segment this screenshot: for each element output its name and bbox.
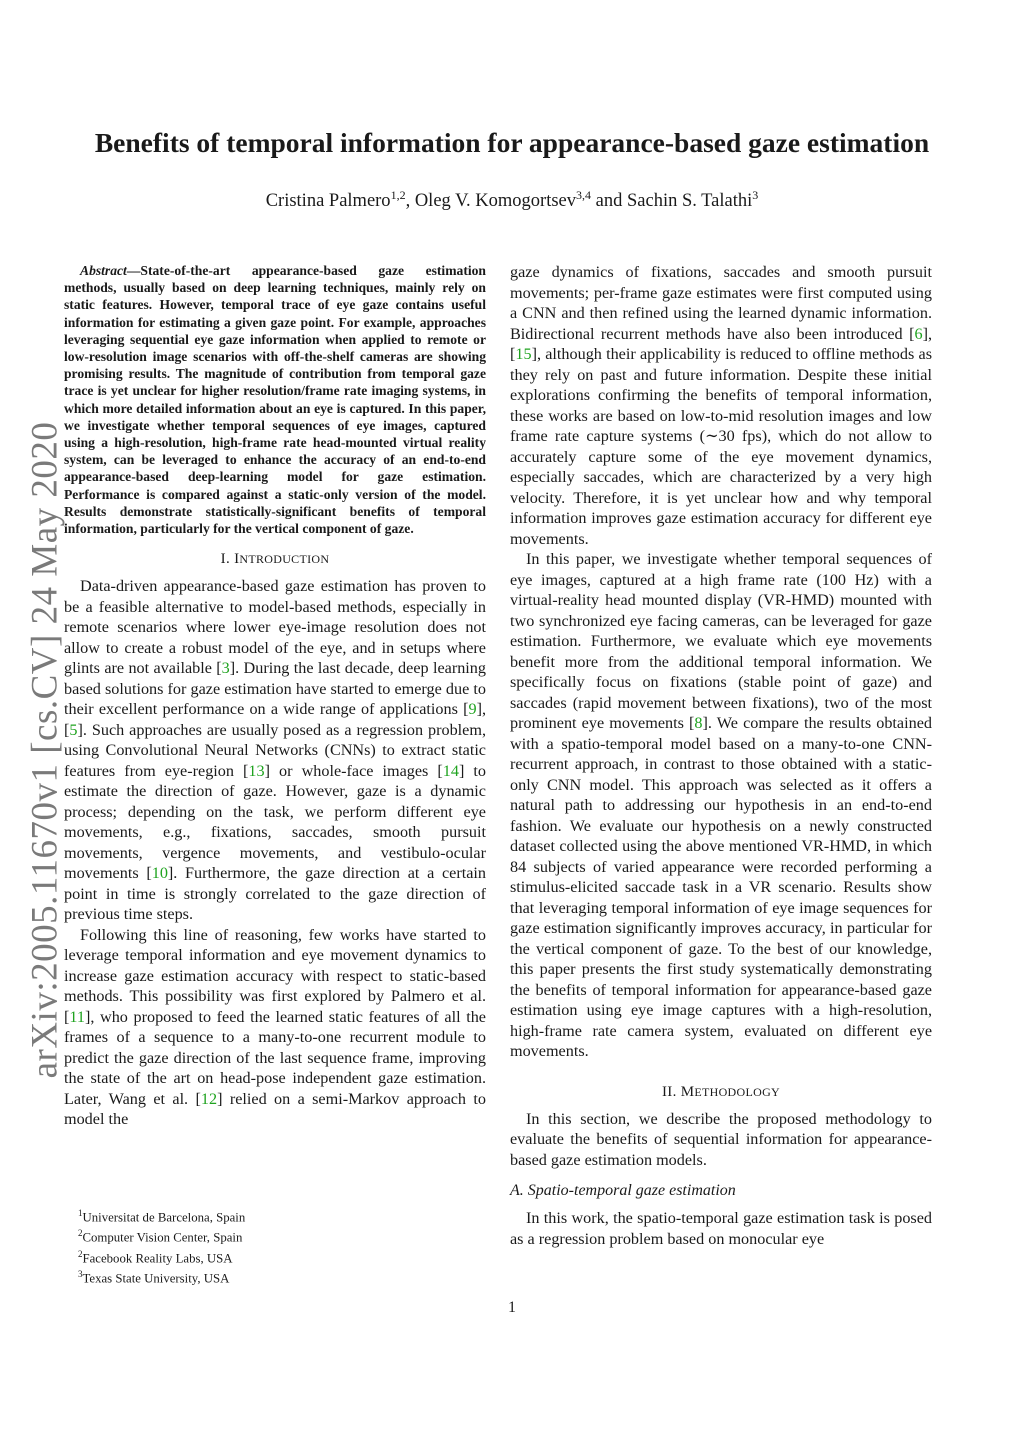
section-heading-introduction (64, 551, 486, 568)
paper-title: Benefits of temporal information for appearance-based gaze estimation (94, 127, 930, 158)
section-number: I. (220, 551, 231, 568)
body-text: ]. Such approaches are usually posed as a regression problem, using Convolutional Neural Networks (CNNs) to extract static features from eye-region [ (64, 720, 486, 780)
subsection-title: Spatio-temporal gaze estimation (527, 1182, 736, 1199)
body-text: ] or whole-face images [ (264, 761, 443, 780)
author-affiliation: 1,2 (390, 188, 406, 202)
author-separator: and (591, 191, 627, 212)
methodology-paragraph-1: In this section, we describe the proposed methodology to evaluate the benefits of sequential information for appearance-based gaze estimation models. (510, 1109, 932, 1169)
body-text: ]. During the last decade, deep learning based solutions for gaze estimation have started to emerge due to their excellent performance on a wide range of applications [ (64, 659, 486, 719)
author-line (0, 188, 1024, 212)
abstract (64, 262, 486, 537)
section-number: II. (662, 1083, 677, 1100)
footnote-marker: 2 (78, 1228, 83, 1239)
abstract-text: State-of-the-art appearance-based gaze estimation methods, usually based on deep learning techniques, mainly rely on static features. However, temporal trace of eye gaze contains useful information for estimating a given gaze point. For example, approaches leveraging sequential eye gaze information when applied to remote or low-resolution image scenarios with off-the-shelf cameras are showing promising results. The magnitude of contribution from temporal gaze trace is yet unclear for higher resolution/frame rate imaging systems, in which more detailed information about an eye is captured. In this paper, we investigate whether temporal sequences of eye images, captured using a high-resolution, high-frame rate head-mounted virtual reality system, can be leveraged to enhance the accuracy of an end-to-end appearance-based deep-learning model for gaze estimation. Performance is compared against a static-only version of the model. Results demonstrate statistically-significant benefits of temporal information, particularly for the vertical component of gaze. (64, 263, 486, 537)
citation-link[interactable]: 9 (468, 700, 477, 719)
footnote (78, 1205, 245, 1225)
citation-link[interactable]: 13 (248, 761, 265, 780)
citation-link[interactable]: 11 (69, 1007, 85, 1026)
footnote-text: Computer Vision Center, Spain (82, 1230, 243, 1245)
author-name: Sachin S. Talathi (626, 191, 753, 212)
body-text: ]. Furthermore, the gaze direction at a certain point in time is strongly correlated to the gaze direction of previous time steps. (64, 864, 486, 924)
body-text: ], who proposed to feed the learned static features of all the frames of a sequence to a many-to-one recurrent module to predict the gaze direction of the last sequence frame, improving the state of the art on head-pose independent gaze estimation. Later, Wang et al. [ (64, 1007, 486, 1108)
citation-link[interactable]: 15 (515, 345, 532, 363)
body-text: ], [ (64, 700, 486, 739)
author-name: Oleg V. Komogortsev (414, 191, 577, 212)
citation-link[interactable]: 14 (442, 761, 459, 780)
body-text: ], although their applicability is reduced to offline methods as they rely on past and future information. Despite these initial explorations confirming the benefits of temporal information, these works are based on low-to-mid resolution images and low frame rate capture systems (∼30 fps), which do not allow to accurately capture some of the eye movement dynamics, especially saccades, which are characterized by a very high velocity. Therefore, it is yet unclear how and why temporal information improves gaze estimation accuracy for different eye movements. (510, 345, 932, 548)
section-heading-methodology (510, 1084, 932, 1101)
author-separator: , (405, 191, 415, 212)
footnote (78, 1225, 245, 1245)
left-column (64, 262, 486, 1130)
section-title-initial: M (680, 1083, 695, 1100)
page-number: 1 (508, 1299, 516, 1316)
arxiv-stamp: arXiv:2005.11670v1 [cs.CV] 24 May 2020 (24, 421, 66, 1079)
abstract-dash: — (126, 263, 141, 278)
section-title-initial: I (234, 551, 240, 568)
footnote-text: Texas State University, USA (82, 1271, 230, 1286)
body-text: ], [ (510, 324, 932, 363)
body-text: ] relied on a semi-Markov approach to model the (64, 1089, 486, 1129)
footnote-text: Universitat de Barcelona, Spain (82, 1210, 246, 1225)
footnote (78, 1246, 245, 1266)
section-title-rest: NTRODUCTION (239, 552, 330, 567)
citation-link[interactable]: 12 (200, 1089, 218, 1108)
footnote (78, 1266, 245, 1286)
right-column (510, 262, 932, 1249)
subsection-label: A. (510, 1182, 524, 1199)
footnote-text: Facebook Reality Labs, USA (82, 1251, 233, 1266)
body-text: ]. We compare the results obtained with a spatio-temporal model based on a many-to-one CNN-recurrent approach, in contrast to those obtained with a static-only CNN model. This approach was selected as it offers a natural path to addressing our hypothesis in an end-to-end fashion. We evaluate our hypothesis on a newly constructed dataset collected using the above mentioned VR-HMD, in which 84 subjects of varied appearance were recorded performing a stimulus-elicited saccade task in a VR scenario. Results show that leveraging temporal information of eye image sequences for gaze estimation significantly improves accuracy, in particular for the vertical component of gaze. To the best of our knowledge, this paper presents the first study systematically demonstrating the benefits of temporal information for appearance-based gaze estimation using eye image captures with a high-resolution, high-frame rate camera system, evaluated on different eye movements. (510, 714, 932, 1060)
section-title-rest: ETHODOLOGY (694, 1084, 780, 1099)
citation-link[interactable]: 6 (914, 324, 923, 343)
body-text: In this paper, we investigate whether temporal sequences of eye images, captured at a high frame rate (100 Hz) with a virtual-reality head mounted display (VR-HMD) mounted with two synchronized eye facing cameras, can be leveraged for gaze estimation. Furthermore, we evaluate which eye movements benefit more from the additional temporal information. We specifically focus on fixations (stable point of gaze) and saccades (rapid movement between fixations), two of the most prominent eye movements [ (510, 550, 932, 732)
body-text: ] to estimate the direction of gaze. However, gaze is a dynamic process; depending on the task, we perform different eye movements, e.g., fixations, saccades, smooth pursuit movements, vergence movements, and vestibulo-ocular movements [ (64, 761, 487, 883)
subsection-heading (510, 1182, 932, 1200)
affiliation-footnotes (78, 1205, 245, 1287)
footnote-marker: 3 (78, 1269, 83, 1280)
body-text: Following this line of reasoning, few works have started to leverage temporal information and eye movement dynamics to increase gaze estimation accuracy with respect to static-based methods. This possibility was first explored by Palmero et al. [ (64, 925, 486, 1026)
citation-link[interactable]: 3 (221, 659, 230, 678)
citation-link[interactable]: 8 (694, 714, 703, 732)
author-affiliation: 3 (752, 188, 759, 202)
intro-paragraph-2-continued (510, 262, 932, 549)
footnote-marker: 2 (78, 1248, 83, 1259)
author-affiliation: 3,4 (576, 188, 592, 202)
intro-paragraph-1 (64, 576, 486, 925)
subsection-paragraph-1: In this work, the spatio-temporal gaze estimation task is posed as a regression problem based on monocular eye (510, 1209, 932, 1248)
body-text: gaze dynamics of fixations, saccades and smooth pursuit movements; per-frame gaze estimates were first computed using a CNN and then refined using the learned dynamic information. Bidirectional recurrent methods have also been introduced [ (510, 263, 932, 343)
author-name: Cristina Palmero (265, 191, 391, 212)
abstract-label: Abstract (80, 263, 127, 278)
intro-paragraph-3 (510, 549, 932, 1062)
body-text: Data-driven appearance-based gaze estimation has proven to be a feasible alternative to model-based methods, especially in remote scenarios where lower eye-image resolution does not allow to create a robust model of the eye, and in setups where glints are not available [ (64, 577, 486, 678)
citation-link[interactable]: 5 (69, 720, 78, 739)
intro-paragraph-2 (64, 925, 486, 1130)
citation-link[interactable]: 10 (151, 864, 168, 883)
footnote-marker: 1 (78, 1208, 83, 1218)
